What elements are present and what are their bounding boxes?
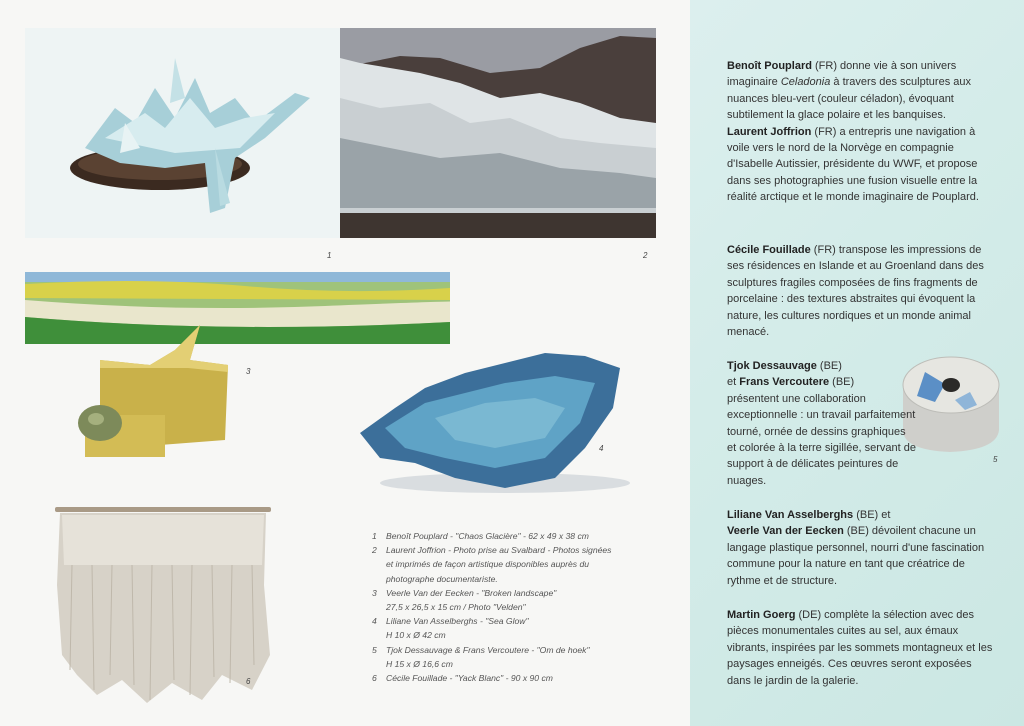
paragraph-pouplard-joffrion: Benoît Pouplard (FR) donne vie à son univers imaginaire Celadonia à travers des sculptures aux nuances bleu-vert (couleur céladon), évoquant subtilement la glace polaire et les banquises. Laurent Joffrion (FR) a entrepris une navigation à voile vers le nord de la Norvège en compagnie d'Isabelle Autissier, présidente du WWF, et propose dans ses photographies une fusion visuelle entre la réalité arctique et le monde imaginaire de Pouplard. (727, 60, 979, 204)
caption-item: 6 Cécile Fouillade - "Yack Blanc" - 90 x 90 cm (372, 673, 553, 684)
artwork-1-image (25, 28, 340, 238)
figure-number-2: 2 (643, 251, 648, 260)
figure-number-1: 1 (327, 251, 332, 260)
caption-item: 1 Benoît Pouplard - "Chaos Glacière" - 62 x 49 x 38 cm (372, 531, 589, 541)
paragraph-goerg: Martin Goerg (DE) complète la sélection avec des pièces monumentales cuites au sel, aux émaux vibrants, inspirées par les sommets montagneux et les paysages enneigés. Ces œuvres seront exposées dans le jardin de la galerie. (727, 609, 993, 687)
figure-number-5: 5 (993, 455, 998, 464)
figure-number-4: 4 (599, 444, 604, 453)
caption-item: 5 Tjok Dessauvage & Frans Vercoutere - "Om de hoek" H 15 x Ø 16,6 cm (372, 644, 590, 669)
figure-number-3: 3 (246, 367, 251, 376)
artwork-3-sculpture-image (70, 320, 240, 460)
paragraph-fouillade: Cécile Fouillade (FR) transpose les impressions de ses résidences en Islande et au Groenland dans des sculptures fragiles composées de fins fragments de porcelaine : des textures abstraites qui évoquent la nature, les cultures nordiques et un monde animal menacé. (727, 244, 984, 339)
caption-item: 2 Laurent Joffrion - Photo prise au Svalbard - Photos signées et imprimés de façon artistique disponibles auprès du photographe documentariste. (372, 545, 612, 584)
caption-item: 4 Liliane Van Asselberghs - "Sea Glow" H 10 x Ø 42 cm (372, 616, 529, 641)
artwork-4-image (355, 348, 640, 498)
paragraph-dessauvage-vercoutere: Tjok Dessauvage (BE) et Frans Vercoutere (BE) présentent une collaboration exceptionnelle : un travail parfaitement tourné, ornée de dessins graphiques et colorée à la terre sigillée, servant de support à de délicates peintures de nuages. (727, 360, 916, 487)
caption-item: 3 Veerle Van der Eecken - "Broken landscape" 27,5 x 26,5 x 15 cm / Photo "Velden" (372, 587, 557, 613)
artwork-6-image (52, 505, 274, 705)
paragraph-asselberghs-eecken: Liliane Van Asselberghs (BE) et Veerle Van der Eecken (BE) dévoilent chacune un langage plastique personnel, nourri d'une fascination commune pour la nature en tant que créatrice de rythme et de structure. (727, 509, 985, 587)
artwork-2-image (340, 28, 656, 238)
figure-number-6: 6 (246, 677, 251, 686)
caption-list (372, 529, 672, 685)
